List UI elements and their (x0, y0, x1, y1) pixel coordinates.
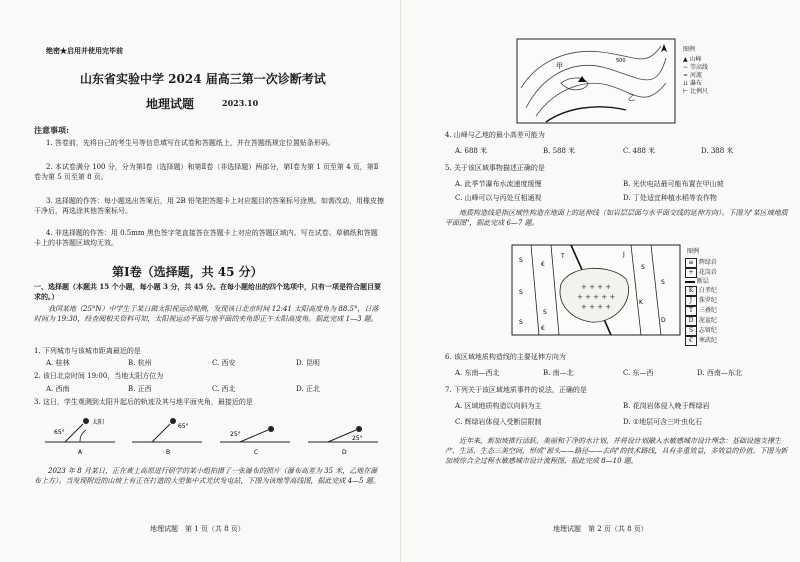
footer-page-2: 地理试题 第 2 页（共 8 页） (553, 525, 648, 533)
sun-path-b (132, 418, 202, 456)
passage-3: 地质构造线是指区域性构造在地面上的延伸线（如岩层层面与水平面交线的延伸方向）。下图为"某区域地质平面图"，据此完成 6—7 题。 (445, 209, 788, 227)
question-1: 1. 下列城市与该城市距离最近的是 (34, 347, 141, 355)
angle-label: 65° (178, 423, 189, 430)
figure-label-a: A (78, 449, 83, 456)
passage-4: 近年来，新加坡推行活跃、美丽和干净的水计划，并将设计划融入水敏感城市设计理念：基础设施支撑生产、生活、生态三美空间，形成"源头——路径——去向"的技术路线，具有多重效益，多效益的价值。下图为新加坡综合全过程水敏感城市设计流程图，据此完成 8—10 题。 (445, 437, 788, 465)
q6-option-a[interactable]: A. 东南—西北 (455, 369, 500, 377)
sun-path-c (220, 426, 290, 456)
q4-option-c[interactable]: C. 488 米 (623, 147, 656, 155)
q6-option-c[interactable]: C. 东—西 (623, 369, 654, 377)
q6-option-b[interactable]: B. 南—北 (543, 369, 574, 377)
q5-option-b[interactable]: B. 光伏电站最可能布置在甲山坡 (623, 180, 724, 188)
map2-letter: S (519, 289, 523, 296)
svg-text:+ + + + +: + + + + + (577, 293, 616, 301)
svg-text:+ + + +: + + + + (581, 283, 612, 291)
figure-label-d: D (342, 449, 347, 456)
map2-letter: S (543, 309, 547, 316)
map2-letter: T (561, 253, 565, 260)
q5-option-c[interactable]: C. 山峰可以与丙处互相通视 (455, 194, 542, 202)
footer-page-1: 地理试题 第 1 页（共 8 页） (150, 525, 245, 533)
map2-letter: S (519, 319, 523, 326)
legend-cambrian: € 寒武纪 (685, 336, 717, 346)
sun-icon (170, 418, 176, 424)
notice-3: 3. 选择题的作答：每小题选出答案后，用 2B 铅笔把答题卡上对应题目的答案标号涂黑。如需改动，用橡皮擦干净后，再选涂其他答案标号。 (34, 197, 384, 215)
notice-title: 注意事项: (34, 125, 69, 135)
map2-letter: S (641, 264, 645, 271)
map2-letter: S (519, 257, 523, 264)
q5-option-a[interactable]: A. 此季节瀑布水流速度缓慢 (455, 180, 542, 188)
map2-letter: € (541, 261, 545, 268)
sun-label: 太阳 (92, 419, 105, 426)
legend-silurian: S 志留纪 (685, 326, 717, 336)
legend-contour: ∼ 等高线 (683, 64, 708, 71)
legend-diabase: ≡ 辉绿岩 (685, 258, 717, 268)
angle-label: 25° (230, 431, 241, 438)
question-6: 6. 该区域地质构造线的主要延伸方向为 (445, 353, 566, 361)
legend-waterfall: ⇊ 瀑布 (683, 80, 702, 87)
q2-option-a[interactable]: A. 西南 (46, 385, 70, 393)
q1-option-b[interactable]: B. 杭州 (128, 359, 152, 367)
angle-label: 65° (54, 429, 65, 436)
q2-option-b[interactable]: B. 正西 (128, 385, 152, 393)
legend-cretaceous: K 白垩纪 (685, 286, 717, 296)
contour-value: 500 (616, 58, 626, 64)
q7-option-d[interactable]: D. ①地层可含三叶虫化石 (623, 418, 703, 426)
subject-title: 地理试题 (146, 97, 195, 111)
sun-icon (356, 426, 362, 432)
notice-4: 4. 非选择题的作答：用 0.5mm 黑色签字笔直接答在答题卡上对应的答题区域内。写在试卷、草稿纸和答题卡上的非答题区域均无效。 (34, 229, 378, 247)
map2-letter: D (661, 317, 666, 324)
question-2: 2. 该日北京时间 19:00，当地太阳方位为 (34, 372, 164, 380)
q4-option-a[interactable]: A. 688 米 (455, 147, 488, 155)
map2-legend-title: 图例 (687, 248, 700, 255)
contour-map (516, 38, 676, 124)
question-4: 4. 山峰与乙地的最小高差可能为 (445, 131, 545, 139)
legend-devonian: D 泥盆纪 (685, 316, 717, 326)
q2-option-d[interactable]: D. 正北 (296, 385, 320, 393)
map2-letter: € (541, 325, 545, 332)
map-label-yi: 乙 (628, 94, 635, 102)
passage-1: 我国某地（25°N）中学生于某日做太阳视运动观测，发现该日北京时间 12:41 太阳高度角为 88.5°，日落时间为 19:30，经查阅相关资料可知，太阳视运动平面与地平面的夹角即正午太阳高度角。据此完成 1—3 题。 (34, 305, 379, 323)
angle-label: 25° (352, 435, 363, 442)
map2-legend (685, 258, 717, 346)
sun-icon (268, 426, 274, 432)
q1-option-c[interactable]: C. 西安 (212, 359, 236, 367)
map2-letter: S (661, 279, 665, 286)
exam-title: 山东省实验中学 2024 届高三第一次诊断考试 (80, 72, 326, 86)
page-right (400, 0, 800, 562)
map2-letter: J (623, 251, 625, 258)
q5-option-d[interactable]: D. 丁处适宜种植水稻等农作物 (623, 194, 717, 202)
q4-option-b[interactable]: B. 588 米 (543, 147, 576, 155)
q7-option-b[interactable]: B. 花岗岩体侵入晚于辉绿岩 (623, 402, 710, 410)
sun-path-a (45, 418, 115, 456)
section-intro: 一、选择题（本题共 15 个小题，每小题 3 分，共 45 分。在每小题给出的四个选项中，只有一项是符合题目要求的。） (34, 282, 381, 301)
sun-path-d (308, 426, 378, 456)
legend-scale: ⊢ 比例尺 (683, 88, 709, 95)
sun-icon (83, 418, 89, 424)
legend-granite: + 花岗岩 (685, 268, 717, 278)
q2-option-c[interactable]: C. 西北 (212, 385, 236, 393)
svg-text:+ + + +: + + + + (581, 303, 612, 311)
section-title: 第Ⅰ卷（选择题，共 45 分） (112, 265, 263, 279)
q7-option-c[interactable]: C. 辉绿岩体侵入受断层限制 (455, 418, 542, 426)
legend-peak: ▲ 山峰 (683, 56, 702, 63)
legend-fault: 断层 (685, 278, 717, 286)
q1-option-a[interactable]: A. 桂林 (46, 359, 70, 367)
notice-1: 1. 答卷前，先将自己的考生号等信息填写在试卷和答题纸上，并在答题纸规定位置贴条形码。 (46, 139, 335, 147)
map-label-jia: 甲 (556, 62, 563, 70)
legend-triassic: T 三叠纪 (685, 306, 717, 316)
q6-option-d[interactable]: D. 西南—东北 (697, 369, 742, 377)
q1-option-d[interactable]: D. 昆明 (296, 359, 320, 367)
legend-river: ≈ 河流 (683, 72, 702, 79)
legend-jurassic: J 侏罗纪 (685, 296, 717, 306)
notice-2: 2. 本试卷满分 100 分，分为第Ⅰ卷（选择题）和第Ⅱ卷（非选择题）两部分，第Ⅰ卷为第 1 页至第 4 页，第Ⅱ卷为第 5 页至第 8 页。 (34, 163, 379, 181)
figure-label-b: B (166, 449, 171, 456)
sun-path-figures (40, 410, 380, 456)
map2-letter: K (639, 299, 643, 306)
passage-2: 2023 年 8 月某日，正在黄土高原进行研学的某小组拍摄了一张瀑布的照片（瀑布高差为 35 米，乙地在瀑布上方）。当发现附近的山坡上有正在打造的大型集中式光伏发电站，下图为该地等高线图，据此完成 4—5 题。 (34, 467, 380, 485)
figure-label-c: C (254, 449, 259, 456)
map1-legend-title: 图例 (683, 46, 696, 53)
q4-option-d[interactable]: D. 388 米 (701, 147, 734, 155)
question-5: 5. 关于该区域事物描述正确的是 (445, 164, 545, 172)
map1-legend (683, 56, 743, 96)
secret-label: 绝密★启用并使用完毕前 (46, 46, 123, 55)
q7-option-a[interactable]: A. 区域地质构造以向斜为主 (455, 402, 542, 410)
geologic-map (511, 244, 681, 336)
question-7: 7. 下列关于该区域地质事件的说法，正确的是 (445, 386, 587, 394)
question-3: 3. 这日，学生观测到太阳升起后的轨迹及其与地平面夹角，最接近的是 (34, 398, 253, 406)
exam-date: 2023.10 (222, 98, 259, 108)
